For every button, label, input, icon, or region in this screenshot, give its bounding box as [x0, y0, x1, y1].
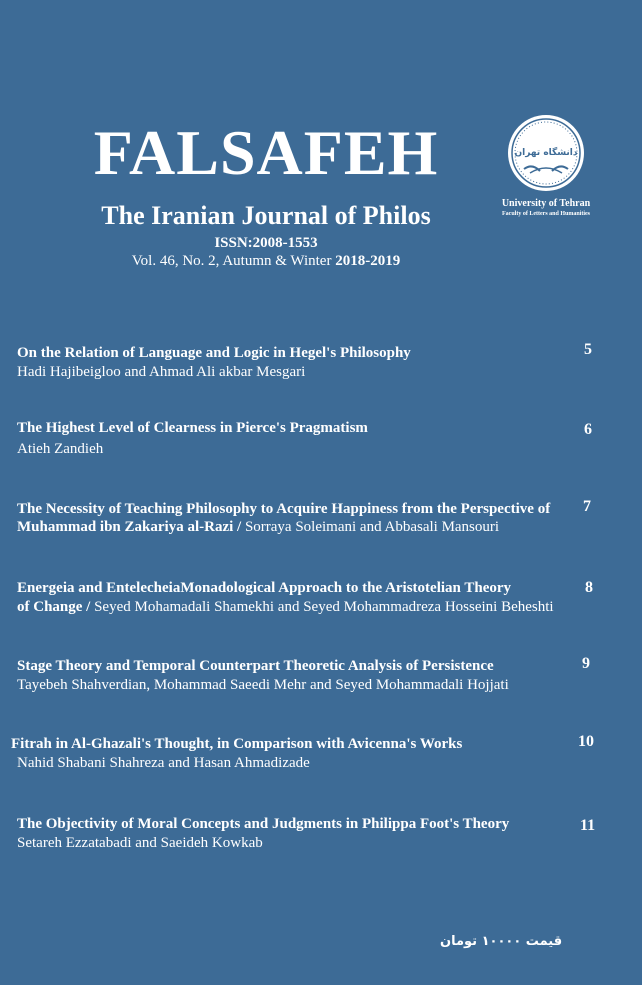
article-entry: [0, 419, 642, 479]
article-title: The Objectivity of Moral Concepts and Judgments in Philippa Foot's Theory: [17, 816, 510, 832]
article-byline: [17, 598, 554, 616]
university-seal-icon: [506, 113, 586, 193]
article-title-cont: of Change /: [17, 599, 91, 615]
article-authors: Hadi Hajibeigloo and Ahmad Ali akbar Mesgari: [17, 364, 306, 380]
article-authors: Setareh Ezzatabadi and Saeideh Kowkab: [17, 835, 263, 851]
article-page: 10: [578, 733, 594, 750]
article-title-cont: Muhammad ibn Zakariya al-Razi /: [17, 519, 242, 535]
article-page: 8: [585, 579, 593, 596]
article-entry: [0, 341, 642, 401]
faculty-name: Faculty of Letters and Humanities: [502, 211, 590, 217]
price-label: قیمت ۱۰۰۰۰ تومان: [440, 934, 563, 949]
article-entry: [0, 577, 642, 637]
seal-text: دانشگاه تهران: [514, 148, 578, 158]
article-title: The Necessity of Teaching Philosophy to Acquire Happiness from the Perspective of: [17, 501, 551, 517]
article-authors: Sorraya Soleimani and Abbasali Mansouri: [241, 519, 500, 535]
article-authors: Atieh Zandieh: [17, 441, 104, 457]
volume-years: 2018-2019: [335, 253, 401, 269]
article-title: Stage Theory and Temporal Counterpart Theoretic Analysis of Persistence: [17, 658, 494, 674]
article-authors: Nahid Shabani Shahreza and Hasan Ahmadizade: [17, 755, 310, 771]
article-entry: [0, 733, 642, 793]
article-page: 6: [584, 421, 592, 438]
article-entry: [0, 813, 642, 873]
university-name: University of Tehran: [501, 198, 591, 209]
journal-title: FALSAFEH: [93, 117, 439, 188]
article-page: 9: [582, 655, 590, 672]
article-title: Fitrah in Al-Ghazali's Thought, in Comparison with Avicenna's Works: [11, 736, 463, 752]
article-entry: [0, 498, 642, 558]
issn: ISSN:2008-1553: [214, 235, 318, 251]
article-page: 5: [584, 341, 592, 358]
article-entry: [0, 655, 642, 715]
article-authors: Seyed Mohamadali Shamekhi and Seyed Mohammadreza Hosseini Beheshti: [90, 599, 554, 615]
article-title: Energeia and EntelecheiaMonadological Approach to the Aristotelian Theory: [17, 580, 512, 596]
journal-subtitle: The Iranian Journal of Philos: [101, 201, 431, 230]
volume-text: Vol. 46, No. 2, Autumn & Winter: [131, 253, 332, 269]
volume-info: [0, 252, 532, 270]
article-page: 7: [583, 498, 591, 515]
article-byline: [17, 518, 499, 536]
article-page: 11: [580, 817, 596, 834]
article-authors: Tayebeh Shahverdian, Mohammad Saeedi Mehr and Seyed Mohammadali Hojjati: [17, 677, 509, 693]
article-title: On the Relation of Language and Logic in Hegel's Philosophy: [17, 345, 411, 361]
article-title: The Highest Level of Clearness in Pierce's Pragmatism: [17, 420, 368, 436]
seal-graphic: [506, 113, 586, 193]
